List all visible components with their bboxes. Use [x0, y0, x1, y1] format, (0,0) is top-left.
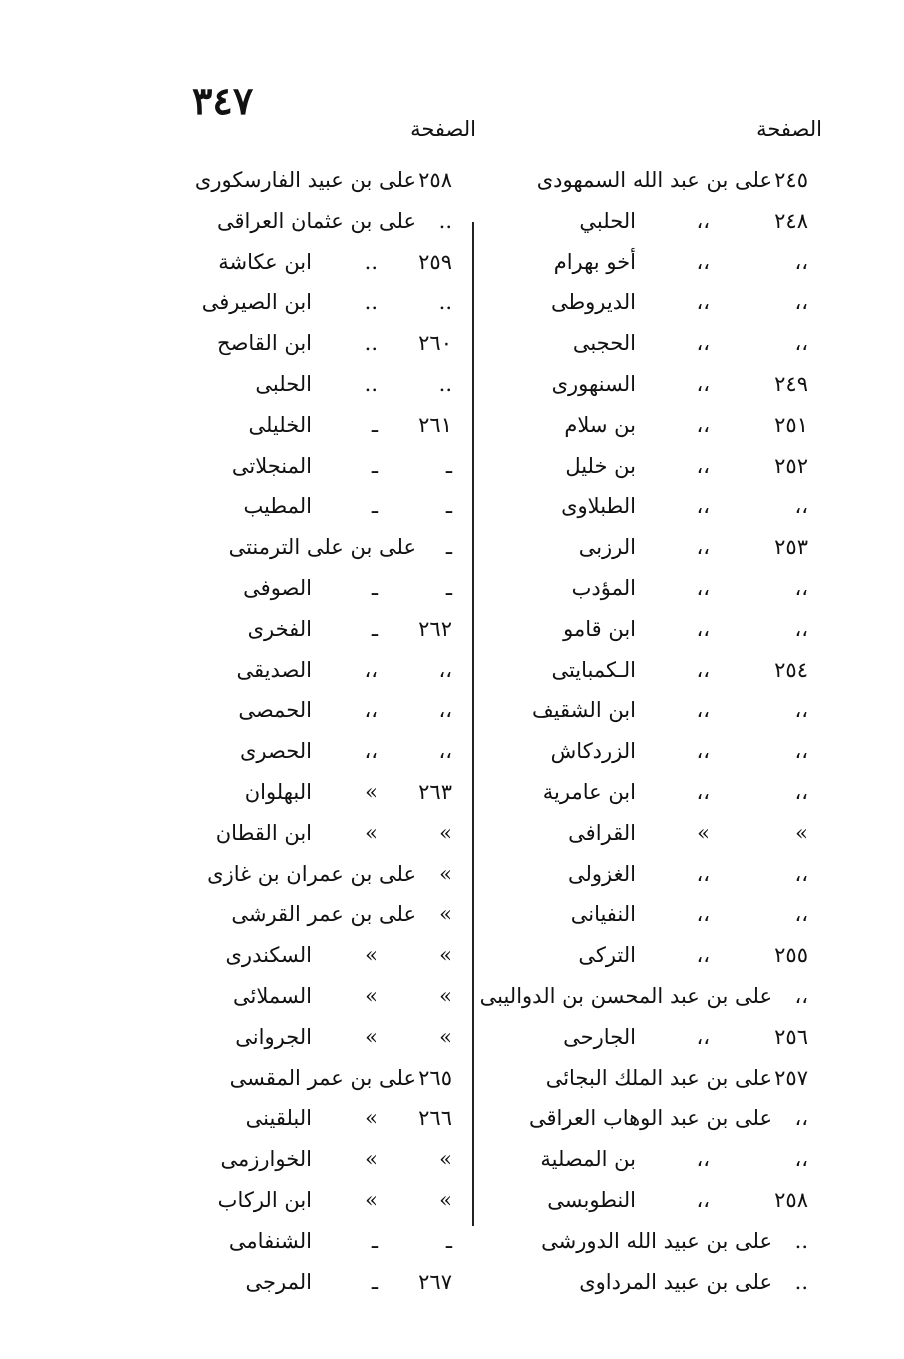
index-entry — [152, 323, 452, 364]
index-entry — [478, 1017, 808, 1058]
index-entry — [478, 486, 808, 527]
index-entry — [152, 935, 452, 976]
index-entry — [152, 731, 452, 772]
index-entry — [478, 568, 808, 609]
entry-page-ref: ،، — [794, 983, 808, 1008]
index-entry — [478, 894, 808, 935]
index-entry — [478, 1180, 808, 1221]
entry-ditto: ،، — [696, 902, 710, 927]
entry-ditto: ،، — [696, 861, 710, 886]
entry-ditto: ـ — [371, 575, 378, 600]
entry-name: أخو بهرام — [553, 249, 636, 274]
entry-name: الحلبى — [255, 371, 312, 396]
index-entry — [478, 1098, 808, 1139]
entry-page-ref: ٢٥٥ — [774, 943, 808, 968]
entry-name: الديروطى — [550, 290, 636, 315]
entry-page-ref: ٢٤٨ — [774, 208, 808, 233]
entry-name: الحلبي — [579, 208, 636, 233]
index-entry — [152, 1058, 452, 1099]
entry-page-ref: ـ — [445, 1228, 452, 1253]
index-entry — [478, 976, 808, 1017]
entry-ditto: » — [365, 983, 378, 1008]
index-entry — [478, 364, 808, 405]
entry-name: على بن عبد الوهاب العراقى — [528, 1106, 772, 1131]
index-entry — [152, 650, 452, 691]
left-column-header: الصفحة — [410, 117, 476, 141]
entry-name: ابن الشقيف — [531, 698, 636, 723]
entry-page-ref: ،، — [438, 657, 452, 682]
entry-page-ref: ٢٥٦ — [774, 1024, 808, 1049]
entry-page-ref: ٢٦٠ — [418, 331, 452, 356]
entry-page-ref: ،، — [794, 779, 808, 804]
entry-ditto: ،، — [696, 208, 710, 233]
entry-name: بن سلام — [564, 412, 636, 437]
index-entry — [152, 1262, 452, 1303]
entry-name: التركى — [578, 943, 636, 968]
index-entry — [152, 242, 452, 283]
index-entry — [152, 772, 452, 813]
entry-name: ابن القطان — [215, 820, 312, 845]
entry-ditto: ،، — [364, 657, 378, 682]
index-entry — [478, 935, 808, 976]
index-entry — [478, 242, 808, 283]
entry-ditto: ،، — [696, 494, 710, 519]
index-entry — [152, 1017, 452, 1058]
entry-ditto: ،، — [696, 412, 710, 437]
entry-name: الحمصى — [238, 698, 312, 723]
entry-page-ref: ٢٥٤ — [774, 657, 808, 682]
index-entry — [478, 690, 808, 731]
entry-page-ref: ـ — [445, 535, 452, 560]
entry-name: على بن عمر القرشى — [231, 902, 416, 927]
entry-name: الصديقى — [236, 657, 312, 682]
entry-page-ref: .. — [438, 208, 452, 233]
entry-page-ref: ٢٦٥ — [418, 1065, 452, 1090]
entry-name: النطوبسى — [547, 1187, 636, 1212]
entry-name: الرزبى — [578, 535, 636, 560]
entry-ditto: » — [697, 820, 710, 845]
entry-page-ref: ،، — [794, 331, 808, 356]
index-entry — [152, 201, 452, 242]
entry-page-ref: » — [439, 1147, 452, 1172]
entry-name: الصوفى — [243, 575, 312, 600]
index-entry — [478, 854, 808, 895]
entry-name: على بن عبيد الفارسكورى — [194, 168, 416, 192]
entry-ditto: ،، — [364, 698, 378, 723]
entry-ditto: ـ — [371, 1269, 378, 1294]
entry-name: على بن عبيد الله الدورشى — [541, 1228, 772, 1253]
entry-page-ref: ـ — [445, 453, 452, 478]
right-column-header: الصفحة — [756, 117, 822, 141]
index-entry — [478, 1221, 808, 1262]
entry-page-ref: ٢٥٩ — [418, 249, 452, 274]
entry-page-ref: ٢٦٦ — [418, 1106, 452, 1131]
right-index-column — [478, 160, 808, 1302]
entry-page-ref: ٢٥٨ — [774, 1187, 808, 1212]
entry-ditto: ،، — [696, 535, 710, 560]
index-entry — [152, 894, 452, 935]
index-entry — [152, 976, 452, 1017]
index-entry — [152, 609, 452, 650]
entry-name: الخوارزمى — [220, 1147, 312, 1172]
entry-page-ref: ،، — [794, 494, 808, 519]
entry-ditto: » — [365, 779, 378, 804]
entry-name: المؤدب — [571, 575, 636, 600]
entry-name: السنهورى — [551, 371, 636, 396]
entry-ditto: ،، — [696, 1187, 710, 1212]
entry-page-ref: ٢٦٣ — [418, 779, 452, 804]
entry-ditto: ،، — [696, 698, 710, 723]
column-divider — [472, 222, 474, 1226]
entry-name: ابن الركاب — [217, 1187, 312, 1212]
index-entry — [152, 405, 452, 446]
entry-page-ref: ،، — [438, 698, 452, 723]
entry-name: على بن عبد الملك البجائى — [545, 1065, 772, 1090]
index-entry — [152, 1180, 452, 1221]
entry-page-ref: » — [795, 820, 808, 845]
entry-page-ref: ،، — [438, 739, 452, 764]
entry-ditto: » — [365, 820, 378, 845]
page-number: ٣٤٧ — [192, 78, 254, 123]
entry-name: الغزولى — [568, 861, 636, 886]
entry-page-ref: » — [439, 902, 452, 927]
entry-page-ref: ٢٦١ — [418, 412, 452, 437]
entry-ditto: .. — [364, 290, 378, 315]
entry-name: بن المصلية — [540, 1147, 636, 1172]
entry-page-ref: ،، — [794, 1147, 808, 1172]
index-entry — [478, 282, 808, 323]
entry-ditto: » — [365, 1147, 378, 1172]
entry-page-ref: .. — [794, 1228, 808, 1253]
index-entry — [478, 446, 808, 487]
entry-name: المطيب — [243, 494, 312, 519]
entry-page-ref: ،، — [794, 1106, 808, 1131]
entry-page-ref: » — [439, 1187, 452, 1212]
entry-ditto: ،، — [696, 1024, 710, 1049]
index-entry — [152, 446, 452, 487]
entry-page-ref: .. — [794, 1269, 808, 1294]
entry-ditto: ،، — [696, 331, 710, 356]
entry-name: السكندرى — [225, 943, 312, 968]
entry-name: على بن عبد الله السمهودى — [536, 168, 772, 192]
entry-page-ref: » — [439, 1024, 452, 1049]
index-entry — [152, 486, 452, 527]
index-entry — [152, 690, 452, 731]
index-entry — [478, 1058, 808, 1099]
entry-name: القرافى — [568, 820, 636, 845]
index-entry — [478, 772, 808, 813]
entry-name: النفيانى — [570, 902, 636, 927]
index-entry — [478, 160, 808, 201]
entry-name: الـكمبايتى — [551, 657, 636, 682]
entry-page-ref: ٢٥٢ — [774, 453, 808, 478]
index-entry — [478, 527, 808, 568]
index-entry — [152, 813, 452, 854]
index-entry — [478, 405, 808, 446]
index-entry — [478, 731, 808, 772]
entry-ditto: ،، — [696, 657, 710, 682]
entry-page-ref: ٢٦٧ — [418, 1269, 452, 1294]
index-entry — [152, 1221, 452, 1262]
entry-page-ref: ،، — [794, 290, 808, 315]
index-entry — [152, 160, 452, 201]
entry-name: على بن على الترمنتى — [228, 535, 416, 560]
entry-name: على بن عبيد المرداوى — [579, 1269, 772, 1294]
entry-page-ref: ،، — [794, 739, 808, 764]
entry-ditto: ـ — [371, 1228, 378, 1253]
entry-page-ref: ،، — [794, 575, 808, 600]
entry-ditto: ،، — [696, 1147, 710, 1172]
entry-page-ref: ٢٥٣ — [774, 535, 808, 560]
entry-page-ref: ٢٦٢ — [418, 616, 452, 641]
entry-page-ref: » — [439, 820, 452, 845]
entry-name: الخليلى — [248, 412, 312, 437]
entry-ditto: .. — [364, 331, 378, 356]
index-entry — [478, 201, 808, 242]
entry-name: البلقينى — [245, 1106, 312, 1131]
entry-page-ref: » — [439, 983, 452, 1008]
entry-name: الطبلاوى — [561, 494, 636, 519]
entry-name: الحجبى — [572, 331, 636, 356]
entry-ditto: » — [365, 1024, 378, 1049]
entry-page-ref: .. — [438, 290, 452, 315]
entry-page-ref: ٢٥١ — [774, 412, 808, 437]
entry-name: الحصرى — [239, 739, 312, 764]
entry-name: ابن القاصح — [217, 331, 312, 356]
entry-name: الشنفامى — [228, 1228, 312, 1253]
entry-ditto: ـ — [371, 616, 378, 641]
entry-page-ref: ٢٥٧ — [774, 1065, 808, 1090]
entry-ditto: ـ — [371, 412, 378, 437]
index-entry — [478, 813, 808, 854]
entry-ditto: ،، — [696, 453, 710, 478]
entry-ditto: .. — [364, 249, 378, 274]
entry-page-ref: » — [439, 943, 452, 968]
entry-page-ref: ٢٤٩ — [774, 371, 808, 396]
entry-page-ref: ،، — [794, 616, 808, 641]
entry-page-ref: ،، — [794, 902, 808, 927]
entry-page-ref: ،، — [794, 249, 808, 274]
entry-ditto: ،، — [696, 943, 710, 968]
entry-name: السملائى — [233, 983, 312, 1008]
index-entry — [478, 323, 808, 364]
entry-name: بن خليل — [565, 453, 636, 478]
index-entry — [478, 650, 808, 691]
entry-ditto: .. — [364, 371, 378, 396]
entry-ditto: ،، — [696, 779, 710, 804]
entry-name: ابن قامو — [563, 616, 636, 641]
entry-page-ref: ـ — [445, 575, 452, 600]
entry-ditto: » — [365, 1106, 378, 1131]
entry-ditto: » — [365, 1187, 378, 1212]
entry-ditto: » — [365, 943, 378, 968]
index-entry — [152, 1139, 452, 1180]
entry-name: ابن عكاشة — [218, 249, 312, 274]
index-entry — [478, 609, 808, 650]
entry-ditto: ـ — [371, 494, 378, 519]
entry-name: ابن عامرية — [542, 779, 636, 804]
index-entry — [152, 854, 452, 895]
entry-ditto: ـ — [371, 453, 378, 478]
index-entry — [478, 1262, 808, 1303]
entry-ditto: ،، — [696, 290, 710, 315]
left-index-column — [152, 160, 452, 1302]
index-entry — [152, 527, 452, 568]
entry-page-ref: .. — [438, 371, 452, 396]
entry-ditto: ،، — [696, 616, 710, 641]
index-entry — [152, 568, 452, 609]
entry-name: على بن عمر المقسى — [229, 1065, 416, 1090]
index-entry — [152, 1098, 452, 1139]
entry-name: ابن الصيرفى — [201, 290, 312, 315]
entry-name: الزردكاش — [550, 739, 636, 764]
entry-ditto: ،، — [696, 371, 710, 396]
entry-name: على بن عمران بن غازى — [207, 861, 416, 886]
entry-name: على بن عبد المحسن بن الدواليبى — [479, 983, 772, 1008]
entry-page-ref: ،، — [794, 861, 808, 886]
entry-page-ref: ٢٥٨ — [418, 168, 452, 192]
entry-name: الجروانى — [235, 1024, 312, 1049]
entry-ditto: ،، — [696, 739, 710, 764]
entry-page-ref: ـ — [445, 494, 452, 519]
entry-name: على بن عثمان العراقى — [217, 208, 416, 233]
entry-ditto: ،، — [364, 739, 378, 764]
entry-name: الفخرى — [247, 616, 312, 641]
entry-name: الجارحى — [563, 1024, 636, 1049]
entry-name: المرجى — [245, 1269, 312, 1294]
index-entry — [152, 364, 452, 405]
entry-page-ref: ٢٤٥ — [774, 168, 808, 192]
entry-page-ref: » — [439, 861, 452, 886]
index-entry — [478, 1139, 808, 1180]
entry-ditto: ،، — [696, 249, 710, 274]
entry-name: البهلوان — [244, 779, 312, 804]
entry-page-ref: ،، — [794, 698, 808, 723]
entry-name: المنجلاتى — [231, 453, 312, 478]
index-entry — [152, 282, 452, 323]
entry-ditto: ،، — [696, 575, 710, 600]
